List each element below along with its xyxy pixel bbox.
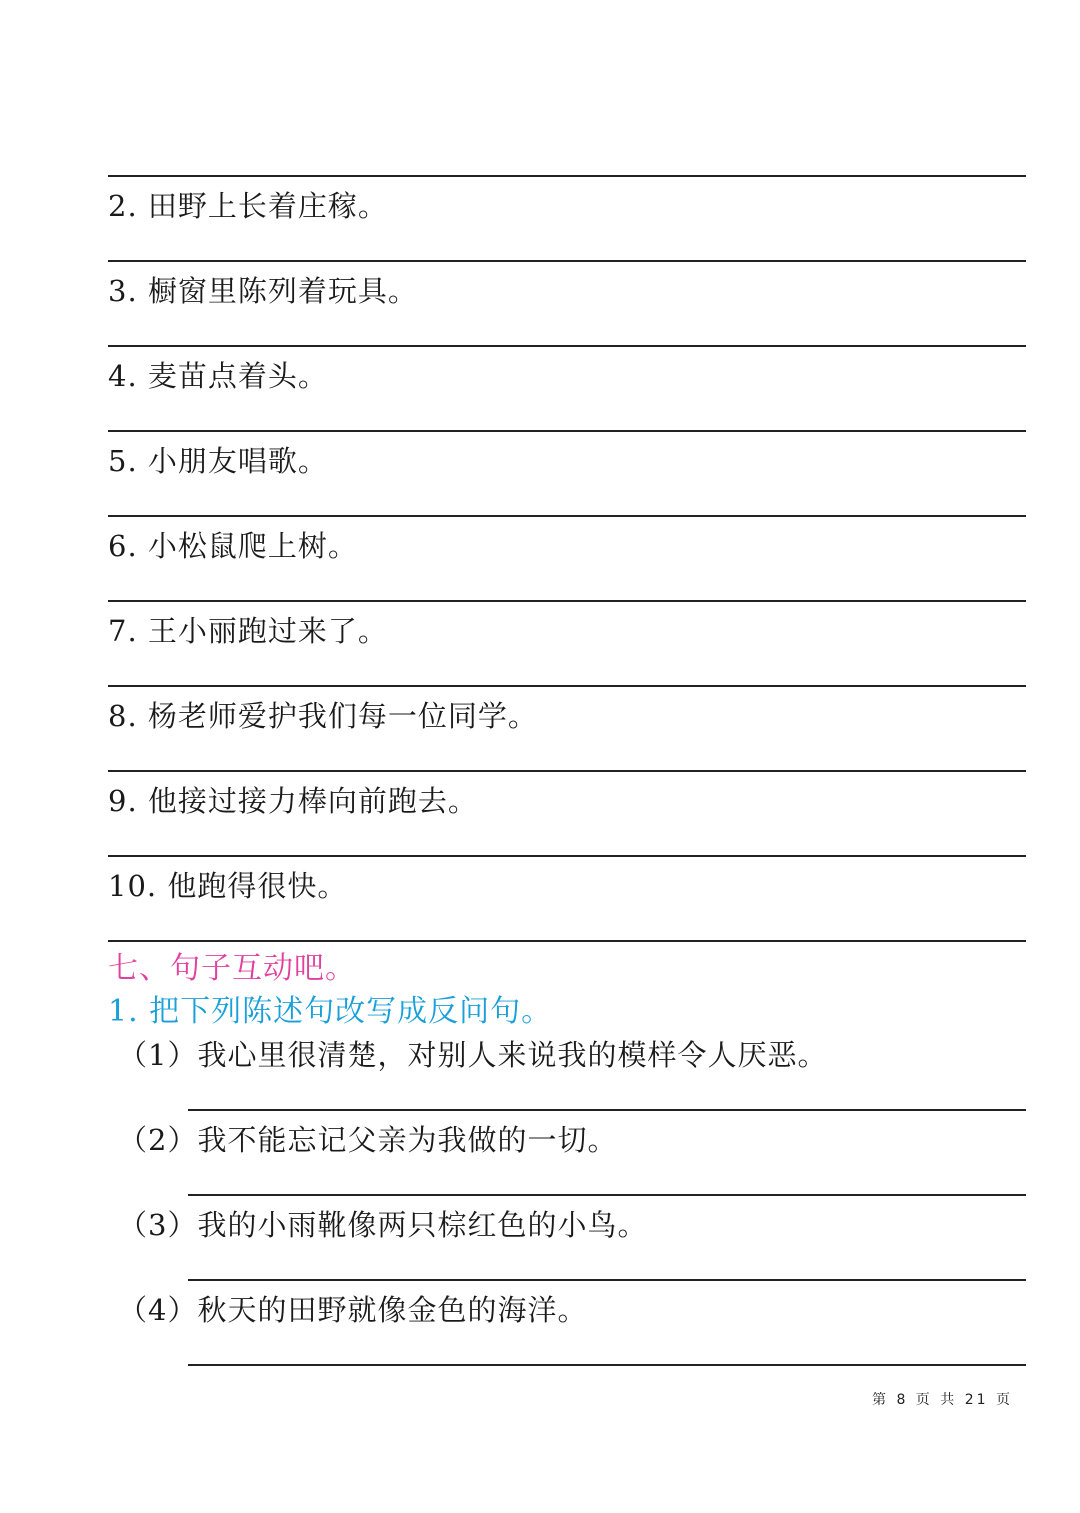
answer-line — [108, 770, 1026, 772]
answer-line — [108, 175, 1026, 177]
answer-line — [188, 1364, 1026, 1366]
answer-line — [108, 260, 1026, 262]
sub-item: （3）我的小雨靴像两只棕红色的小鸟。 — [118, 1208, 648, 1242]
answer-line — [108, 600, 1026, 602]
exercise-item: 4. 麦苗点着头。 — [108, 359, 328, 393]
exercise-item: 6. 小松鼠爬上树。 — [108, 529, 358, 563]
sub-item: （4）秋天的田野就像金色的海洋。 — [118, 1293, 588, 1327]
exercise-item: 8. 杨老师爱护我们每一位同学。 — [108, 699, 538, 733]
answer-line — [188, 1279, 1026, 1281]
answer-line — [108, 430, 1026, 432]
exercise-item: 2. 田野上长着庄稼。 — [108, 189, 388, 223]
exercise-item: 5. 小朋友唱歌。 — [108, 444, 328, 478]
sub-item: （2）我不能忘记父亲为我做的一切。 — [118, 1123, 618, 1157]
section-heading: 七、句子互动吧。 — [108, 951, 356, 986]
exercise-item: 7. 王小丽跑过来了。 — [108, 614, 388, 648]
task-heading: 1. 把下列陈述句改写成反问句。 — [108, 994, 553, 1029]
answer-line — [108, 855, 1026, 857]
answer-line — [188, 1109, 1026, 1111]
exercise-item: 3. 橱窗里陈列着玩具。 — [108, 274, 418, 308]
answer-line — [108, 515, 1026, 517]
exercise-item: 9. 他接过接力棒向前跑去。 — [108, 784, 478, 818]
answer-line — [108, 685, 1026, 687]
exercise-item: 10. 他跑得很快。 — [108, 869, 348, 903]
page-number: 第 8 页 共 21 页 — [872, 1392, 1013, 1408]
answer-line — [108, 345, 1026, 347]
sub-item: （1）我心里很清楚，对别人来说我的模样令人厌恶。 — [118, 1038, 828, 1072]
answer-line — [108, 940, 1026, 942]
answer-line — [188, 1194, 1026, 1196]
